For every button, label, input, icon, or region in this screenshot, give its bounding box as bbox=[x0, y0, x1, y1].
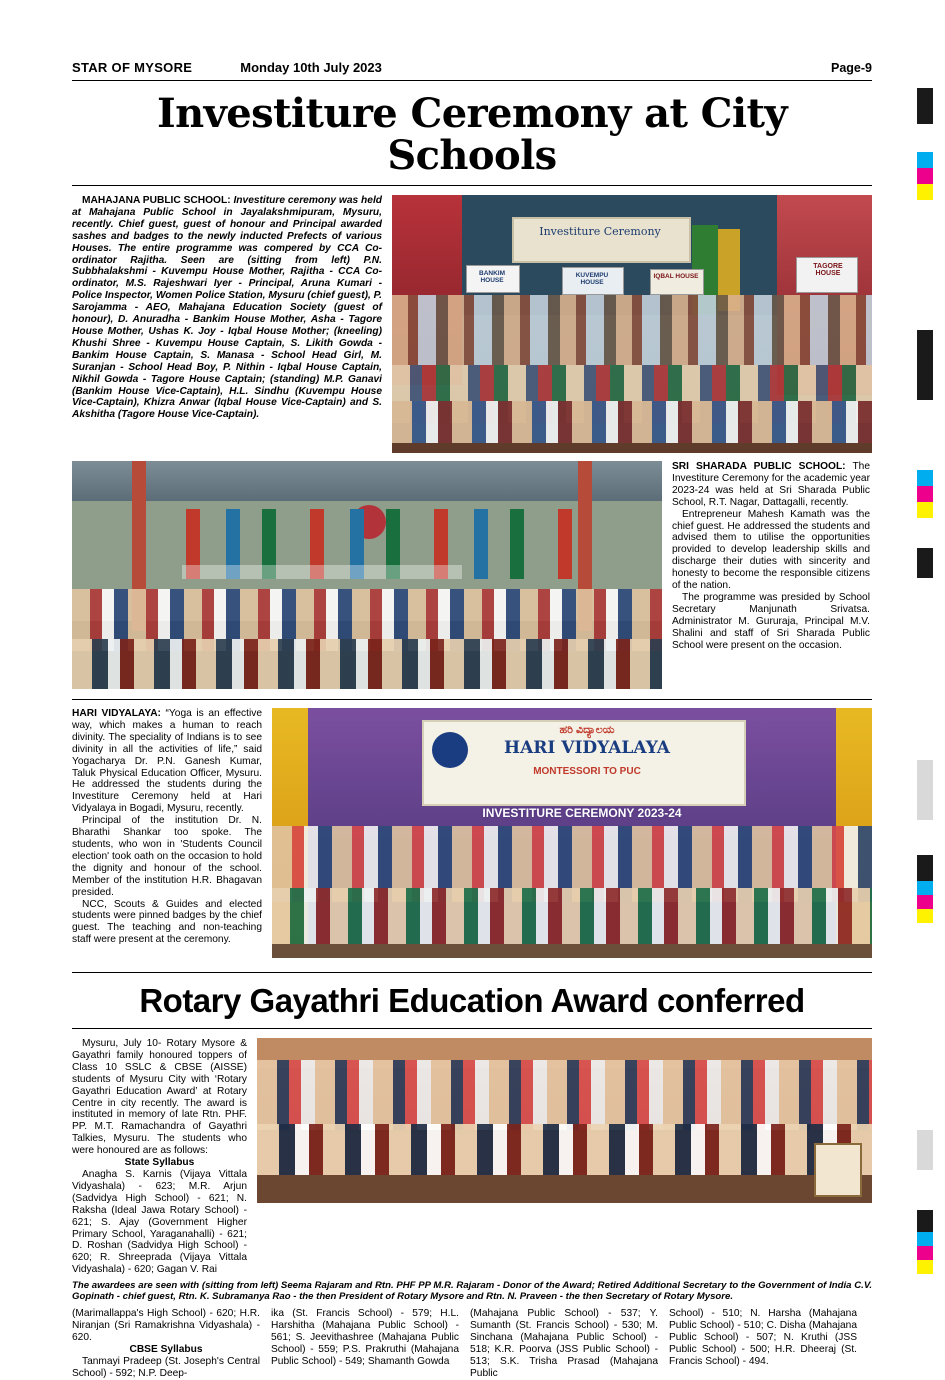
photo-hari-ground bbox=[272, 944, 872, 958]
hari-text bbox=[72, 708, 262, 958]
photo-banner-text: Investiture Ceremony bbox=[539, 225, 661, 238]
rotary-state-heading: State Syllabus bbox=[124, 1157, 195, 1169]
paper-name: STAR OF MYSORE bbox=[72, 60, 193, 75]
reg-black-5 bbox=[917, 855, 933, 881]
reg-yellow bbox=[917, 184, 933, 200]
photo-dignitaries-seated bbox=[72, 639, 662, 689]
awardee-column-4 bbox=[669, 1308, 857, 1379]
photo-rotary-seated-row bbox=[257, 1124, 872, 1176]
awardee-col1-b: Tanmayi Pradeep (St. Joseph's Central School) - 592; N.P. Deep- bbox=[72, 1355, 260, 1379]
registration-marks-5 bbox=[917, 855, 933, 923]
awardee-col4: School) - 510; N. Harsha (Mahajana Public School) - 510; C. Disha (Mahajana Public School) - 507; N. Kruthi (JSS Public School) - 500; H.R. Dheeraj (St. Francis School) - 494. bbox=[669, 1308, 857, 1367]
hari-p3: NCC, Scouts & Guides and elected students were pinned badges by the chief guest. The teaching and non-teaching staff were present at the ceremony. bbox=[72, 898, 262, 946]
mahajana-paragraph bbox=[72, 195, 382, 421]
registration-marks-2 bbox=[917, 330, 933, 400]
photo-sign-kuvempu-text: KUVEMPU HOUSE bbox=[575, 272, 609, 286]
section-mahajana bbox=[72, 195, 872, 453]
section-hari bbox=[72, 699, 872, 958]
reg-black-3 bbox=[917, 548, 933, 578]
sharada-p1 bbox=[672, 461, 870, 509]
hari-p2: Principal of the institution Dr. N. Bharathi Shankar too spoke. The students, who won in 'Students Council election' took oath on the occasion to hold the dignity and honour of the school. Member of the institution H.R. Bhagavan presided. bbox=[72, 815, 262, 898]
reg-cyan-5 bbox=[917, 881, 933, 895]
photo-hari-banner-sub: MONTESSORI TO PUC bbox=[533, 766, 641, 777]
reg-magenta bbox=[917, 168, 933, 184]
reg-magenta-7 bbox=[917, 1246, 933, 1260]
registration-marks-4 bbox=[917, 760, 933, 820]
registration-marks-7 bbox=[917, 1210, 933, 1274]
page-content bbox=[72, 60, 872, 1380]
photo-sign-tagore-text: TAGORE HOUSE bbox=[813, 263, 843, 277]
hari-lead: HARI VIDYALAYA: bbox=[72, 708, 161, 719]
reg-magenta-3 bbox=[917, 486, 933, 502]
reg-yellow-3 bbox=[917, 502, 933, 518]
photo-rotary-table bbox=[257, 1175, 872, 1203]
sharada-lead: SRI SHARADA PUBLIC SCHOOL: bbox=[672, 461, 846, 472]
sharada-text bbox=[672, 461, 870, 689]
photo-hari-emblem bbox=[432, 732, 468, 768]
photo-sign-iqbal-text: IQBAL HOUSE bbox=[653, 273, 699, 280]
rotary-caption: The awardees are seen with (sitting from left) Seema Rajaram and Rtn. PHF PP M.R. Rajaram - Donor of the Award; Retired Additional Secretary to the Government of India C.V. Gopinath - chief guest, Rtn. K. Subramanya Rao - the then President of Rotary Mysore and Rtn. N. Praveen - the then Secretary of Rotary Mysore. bbox=[72, 1280, 872, 1303]
reg-black-2 bbox=[917, 330, 933, 400]
rotary-photo bbox=[257, 1038, 872, 1203]
registration-marks-6 bbox=[917, 1130, 933, 1170]
photo-banner bbox=[512, 217, 691, 263]
photo-rotary-standing-row bbox=[257, 1060, 872, 1130]
sharada-body-1: The Investiture Ceremony for the academic year 2023-24 was held at Sri Sharada Public School, R.T. Nagar, Dattagalli, recently. bbox=[672, 461, 870, 508]
page-title: Investiture Ceremony at City Schools bbox=[72, 93, 872, 186]
awardee-column-1 bbox=[72, 1308, 260, 1379]
reg-cyan bbox=[917, 152, 933, 168]
photo-sign-bankim-text: BANKIM HOUSE bbox=[479, 270, 505, 284]
rotary-cbse-heading: CBSE Syllabus bbox=[129, 1343, 203, 1355]
photo-rotary-portrait bbox=[814, 1143, 862, 1197]
mahajana-text bbox=[72, 195, 382, 453]
mahajana-body: Investiture ceremony was held at Mahajana Public School in Jayalakshmipuram, Mysuru, recently. Chief guest, guest of honour and Principal awarded sashes and badges to the newly inducted Prefects of various Houses. The entire programme was compered by CCA Co-ordinator Rajitha. Seen are (sitting from left) P.N. Subbhalakshmi - Kuvempu House Mother, Rajitha - CCA Co-ordinator, M.S. Rajeshwari Iyer - Principal, Aruna Kumari - Police Inspector, Women Police Station, Mysuru (chief guest), P. Sarojamma - AEO, Mahajana Education Society (guest of honour), D. Anuradha - Bankim House Mother, Asha - Tagore House Mother, Ushas K. Joy - Iqbal House Mother; (kneeling) Khushi Shree - Kuvempu House Captain, S. Likith Gowda - Bankim House Captain, S. Manasa - School Head Girl, M. Suranjan - School Head Boy, P. Nithin - Iqbal House Captain, Nikhil Gowda - Tagore House Captain; (standing) M.P. Ganavi (Bankim House Vice-Captain), H.L. Sindhu (Kuvempu House Vice-Captain), Khizra Anwar (Iqbal House Vice-Captain) and S. Akshitha (Tagore House Vice-Captain). bbox=[72, 195, 382, 421]
photo-hari-banner-kannada: ಹರಿ ವಿದ್ಯಾಲಯ bbox=[559, 724, 615, 736]
section-sharada bbox=[72, 461, 872, 689]
reg-cyan-3 bbox=[917, 470, 933, 486]
reg-grey-6 bbox=[917, 1130, 933, 1170]
hari-p1 bbox=[72, 708, 262, 815]
hari-photo bbox=[272, 708, 872, 958]
registration-marks bbox=[917, 88, 933, 200]
rotary-intro: Mysuru, July 10- Rotary Mysore & Gayathri family honoured toppers of Class 10 SSLC & CBSE (AISSE) students of Mysuru City with ‘Rotary Gayathri Education Award’ at Rotary Centre in city recently. The award is instituted in memory of late Rtn. PHF. PP. M.T. Ramachandra of Gayathri Talkies, Mysuru. The students who were honoured are as follows: bbox=[72, 1038, 247, 1157]
awardee-col1-a: (Marimallappa's High School) - 620; H.R. Niranjan (Sri Ramakrishna Vidyashala) - 620. bbox=[72, 1308, 260, 1343]
photo-floor bbox=[392, 443, 872, 453]
page-number: Page-9 bbox=[831, 61, 872, 75]
reg-yellow-7 bbox=[917, 1260, 933, 1274]
rotary-intro-col bbox=[72, 1038, 247, 1276]
sharada-p3: The programme was presided by School Secretary Manjunath Srivatsa. Administrator M. Gururaja, Principal M.V. Shalini and staff of Sri Sharada Public School were present on the occasion. bbox=[672, 591, 870, 651]
hari-body-1: “Yoga is an effective way, which makes a human to reach divinity. The speciality of Indians is to see divinity in all the activities of life,” said Yogacharya Dr. P.N. Ganesh Kumar, Taluk Physical Education Officer, Mysuru. He addressed the students during the Investiture Ceremony held at Hari Vidyalaya in Bogadi, Mysuru, recently. bbox=[72, 708, 263, 815]
photo-people-back bbox=[392, 295, 872, 365]
sharada-p2: Entrepreneur Mahesh Kamath was the chief guest. He addressed the students and advised them to utilise the opportunities provided to develop leadership skills and discharge their duties with sincerity and honesty to become the responsible citizens of the nation. bbox=[672, 508, 870, 592]
rotary-title: Rotary Gayathri Education Award conferred bbox=[72, 972, 872, 1029]
mahajana-lead: MAHAJANA PUBLIC SCHOOL: bbox=[82, 195, 231, 206]
section-rotary bbox=[72, 1038, 872, 1276]
photo-hari-banner-event: INVESTITURE CEREMONY 2023-24 bbox=[482, 806, 682, 820]
sharada-photo bbox=[72, 461, 662, 689]
awardee-col2: ika (St. Francis School) - 579; H.L. Harshitha (Mahajana Public School) - 561; S. Jeevithashree (Mahajana Public School) - 559; P.S. Prakruthi (Mahajana Public School) - 549; Shamanth Gowda bbox=[271, 1308, 459, 1367]
awardee-column-2 bbox=[271, 1308, 459, 1379]
rotary-awardee-columns bbox=[72, 1308, 872, 1379]
reg-grey-4 bbox=[917, 760, 933, 820]
masthead bbox=[72, 60, 872, 81]
photo-roof bbox=[72, 461, 662, 501]
reg-yellow-5 bbox=[917, 909, 933, 923]
photo-hari-banner-title: HARI VIDYALAYA bbox=[504, 738, 670, 758]
reg-cyan-7 bbox=[917, 1232, 933, 1246]
mahajana-photo bbox=[392, 195, 872, 453]
awardee-column-3 bbox=[470, 1308, 658, 1379]
issue-date: Monday 10th July 2023 bbox=[240, 60, 382, 75]
awardee-col3: (Mahajana Public School) - 537; Y. Sumanth (St. Francis School) - 530; M. Sinchana (Mahajana Public School) - 518; K.R. Poorva (JSS Public School) - 513; S.K. Trisha Prasad (Mahajana Public bbox=[470, 1308, 658, 1379]
reg-magenta-5 bbox=[917, 895, 933, 909]
registration-marks-3 bbox=[917, 470, 933, 578]
photo-school-name bbox=[182, 565, 462, 579]
reg-black bbox=[917, 88, 933, 124]
photo-hari-students-seated bbox=[272, 888, 872, 944]
rotary-col0-tail: Anagha S. Karnis (Vijaya Vittala Vidyashala) - 623; M.R. Arjun (Sadvidya High School) - 621; N. Raksha (Ideal Jawa Rotary School) - 621; S. Ajay (Government Higher Primary School, Yaraganahalli) - 621; D. Roshan (Sadvidya High School) - 620; R. Shreeprada (Vijaya Vittala Vidyashala) - 620; Gagan V. Rai bbox=[72, 1168, 247, 1276]
reg-black-7 bbox=[917, 1210, 933, 1232]
